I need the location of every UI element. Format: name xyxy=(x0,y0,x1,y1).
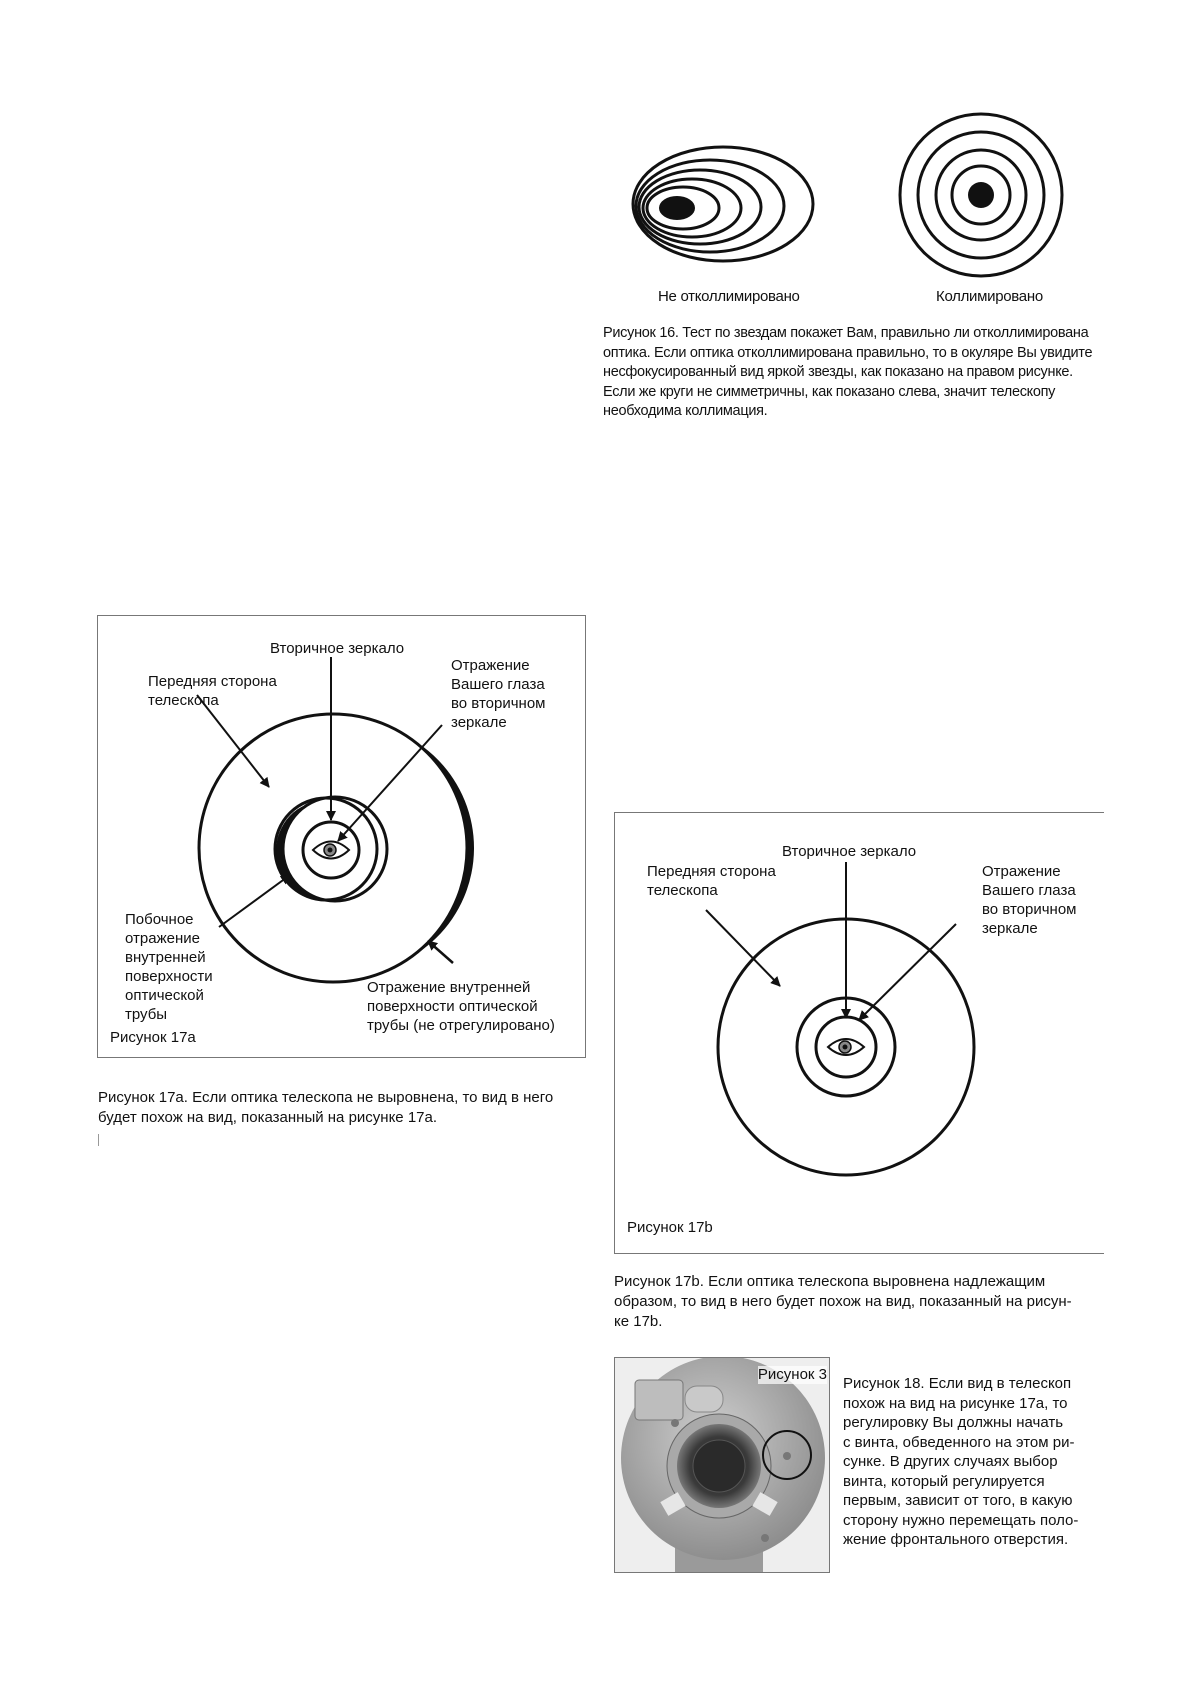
fig17a-tube-reflection-label: Отражение внутренней поверхности оптической трубы (не отрегулировано) xyxy=(367,979,555,1034)
text-cursor-mark xyxy=(98,1134,99,1146)
uncollimated-star-diagram xyxy=(628,140,818,270)
fig17a-figure-label: Рисунок 17a xyxy=(110,1029,196,1046)
figure18-photo-label: Рисунок 3 xyxy=(757,1366,827,1383)
fig17b-front-side-label: Передняя сторона телескопа xyxy=(647,863,776,899)
fig17b-eye-reflection-label: Отражение Вашего глаза во вторичном зеркале xyxy=(982,863,1077,937)
figure18-caption: Рисунок 18. Если вид в телескоп похож на вид на рисунке 17a, то регулировку Вы должны начать с винта, обведенного на этом ри- сунке. В других случаях выбор винта, который регулируется первым, зависит от того, в какую сторону нужно перемещать поло- жение фронтального отверстия. xyxy=(843,1375,1079,1548)
figure17a-caption: Рисунок 17a. Если оптика телескопа не выровнена, то вид в него будет похож на вид, показанный на рисунке 17a. xyxy=(98,1089,554,1126)
fig17b-figure-label: Рисунок 17b xyxy=(627,1219,713,1236)
fig17b-secondary-mirror-label: Вторичное зеркало xyxy=(782,843,917,860)
collimated-star-diagram xyxy=(896,110,1066,280)
fig17a-eye-reflection-label: Отражение Вашего глаза во вторичном зеркале xyxy=(451,657,546,731)
figure17b-caption: Рисунок 17b. Если оптика телескопа выровнена надлежащим образом, то вид в него будет похож на вид, показанный на рисун- ке 17b. xyxy=(614,1273,1072,1330)
figure18-photo xyxy=(614,1357,830,1573)
fig17a-side-reflection-label: Побочное отражение внутренней поверхности оптической трубы xyxy=(125,911,213,1023)
label-not-collimated: Не отколлимировано xyxy=(658,288,800,305)
figure16-caption: Рисунок 16. Тест по звездам покажет Вам, правильно ли отколлимирована оптика. Если оптика отколлимирована правильно, то в окуляре Вы увидите несфокусированный вид яркой звезды, как показано на правом рисунке. Если же круги не симметричны, как показано слева, значит телескопу необходима коллимация. xyxy=(603,325,1093,419)
fig17a-secondary-mirror-label: Вторичное зеркало xyxy=(270,640,405,657)
label-collimated: Коллимировано xyxy=(936,288,1043,305)
fig17a-front-side-label: Передняя сторона телескопа xyxy=(148,673,277,709)
telescope-photo-illustration xyxy=(615,1358,830,1573)
